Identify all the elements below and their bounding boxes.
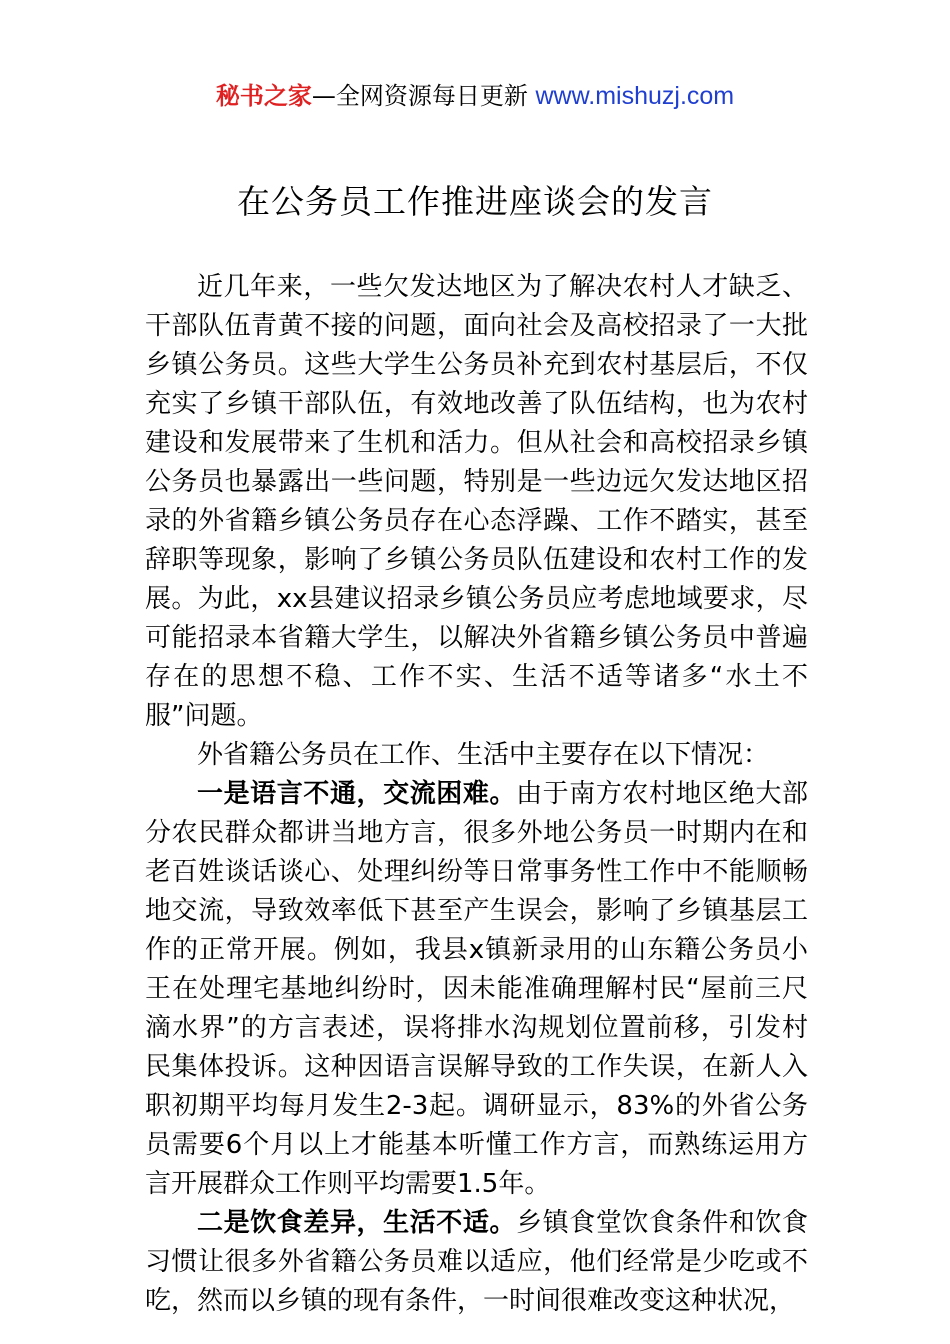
- paragraph-text: 近几年来，一些欠发达地区为了解决农村人才缺乏、干部队伍青黄不接的问题，面向社会及高校招录了一大批乡镇公务员。这些大学生公务员补充到农村基层后，不仅充实了乡镇干部队伍，有效地改善了队伍结构，也为农村建设和发展带来了生机和活力。但从社会和高校招录乡镇公务员也暴露出一些问题，特别是一些边远欠发达地区招录的外省籍乡镇公务员存在心态浮躁、工作不踏实，甚至辞职等现象，影响了乡镇公务员队伍建设和农村工作的发展。为此，xx县建议招录乡镇公务员应考虑地域要求，尽可能招录本省籍大学生，以解决外省籍乡镇公务员中普遍存在的思想不稳、工作不实、生活不适等诸多“水土不服”问题。: [145, 272, 808, 731]
- paragraph-text: 乡镇食堂饮食条件和饮食习惯让很多外省籍公务员难以适应，他们经常是少吃或不吃，然而以乡镇的现有条件，一时间很难改变这种状况，: [145, 1208, 808, 1316]
- paragraph-diet: [145, 1204, 808, 1321]
- site-brand: 秘书之家: [215, 82, 312, 110]
- site-url-link[interactable]: www.mishuzj.com: [535, 82, 735, 110]
- paragraph-summary: [145, 736, 808, 775]
- paragraph-lead: 一是语言不通，交流困难。: [197, 779, 517, 809]
- site-header: [0, 80, 950, 112]
- paragraph-text: 外省籍公务员在工作、生活中主要存在以下情况：: [197, 740, 770, 770]
- paragraph-lead: 二是饮食差异，生活不适。: [197, 1208, 517, 1238]
- document-title: 在公务员工作推进座谈会的发言: [237, 182, 713, 221]
- paragraph-language: [145, 775, 808, 1204]
- site-tagline: —全网资源每日更新: [311, 82, 528, 110]
- paragraph-intro: [145, 268, 808, 736]
- paragraph-text: 由于南方农村地区绝大部分农民群众都讲当地方言，很多外地公务员一时期内在和老百姓谈话谈心、处理纠纷等日常事务性工作中不能顺畅地交流，导致效率低下甚至产生误会，影响了乡镇基层工作的正常开展。例如，我县x镇新录用的山东籍公务员小王在处理宅基地纠纷时，因未能准确理解村民“屋前三尺滴水界”的方言表述，误将排水沟规划位置前移，引发村民集体投诉。这种因语言误解导致的工作失误，在新人入职初期平均每月发生2-3起。调研显示，83%的外省公务员需要6个月以上才能基本听懂工作方言，而熟练运用方言开展群众工作则平均需要1.5年。: [145, 779, 808, 1199]
- document-body: [145, 268, 808, 1321]
